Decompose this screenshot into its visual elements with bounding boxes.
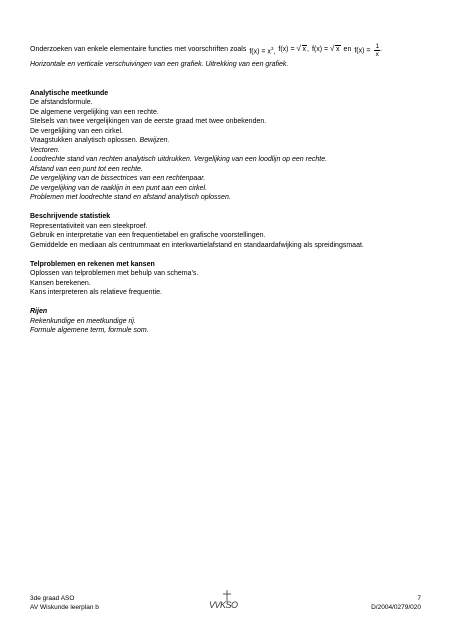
intro-formula-line — [30, 40, 425, 60]
sqrt-symbol-2: √ x — [330, 44, 340, 54]
list-item: Representativiteit van een steekproef. — [30, 222, 148, 230]
document-code: D/2004/0279/020 — [371, 604, 421, 611]
section-heading: Telproblemen en rekenen met kansen — [30, 260, 155, 268]
list-item: Loodrechte stand van rechten analytisch uitdrukken. Vergelijking van een loodlijn op een rechte. — [30, 156, 328, 163]
list-item: De vergelijking van de bissectrices van een rechtenpaar. — [30, 175, 206, 182]
footer-right — [371, 594, 421, 612]
shifts-line: Horizontale en verticale verschuivingen van een grafiek. Uitrekking van een grafiek. — [30, 61, 289, 68]
list-item: De algemene vergelijking van een rechte. — [30, 108, 159, 116]
formula-sqrt: f(x) = √ x, — [278, 44, 309, 54]
list-item: Formule algemene term, formule som. — [30, 327, 149, 334]
section-heading: Rijen — [30, 308, 48, 315]
footer-curriculum: AV Wiskunde leerplan b — [30, 604, 99, 611]
vvkso-logo — [207, 586, 247, 616]
page-content — [30, 40, 425, 336]
formula-abs: f(x) = √ x — [311, 44, 340, 54]
section-heading: Analytische meetkunde — [30, 89, 109, 97]
formula-end: . — [380, 46, 383, 54]
page-number: 7 — [417, 595, 421, 602]
list-item: De afstandsformule. — [30, 99, 93, 106]
footer-left — [30, 594, 99, 612]
formula-recip: f(x) = $\frac{1}{x}$ — [354, 42, 380, 58]
list-item: Gemiddelde en mediaan als centrummaat en interkwartielafstand en standaardafwijking als spreidingsmaat. — [30, 241, 364, 249]
sqrt-symbol: √ x — [296, 44, 306, 54]
footer-grade: 3de graad ASO — [30, 595, 75, 602]
section-heading: Beschrijvende statistiek — [30, 213, 111, 220]
list-item: Problemen met loodrechte stand en afstand analytisch oplossen. — [30, 194, 231, 201]
section-rijen — [30, 307, 425, 336]
formula-cubic: $f(x) = x^3$, — [249, 45, 276, 55]
list-item: Vectoren. — [30, 146, 60, 154]
list-item: Oplossen van telproblemen met behulp van schema’s. — [30, 270, 199, 277]
list-item: De vergelijking van de raaklijn in een punt aan een cirkel. — [30, 184, 208, 192]
list-item: Stelsels van twee vergelijkingen van de eerste graad met twee onbekenden. — [30, 118, 267, 125]
list-item: Vraagstukken analytisch oplossen. Bewijzen. — [30, 137, 170, 144]
fraction: $\frac{1}{x}$ — [375, 42, 380, 58]
list-item: Rekenkundige en meetkundige rij. — [30, 317, 136, 325]
section-analytische-meetkunde — [30, 89, 425, 203]
section-beschrijvende-statistiek — [30, 212, 425, 250]
conjunction: en — [343, 46, 352, 54]
svg-text:VVKSO: VVKSO — [209, 600, 238, 610]
intro-text: Onderzoeken van enkele elementaire functies met voorschriften zoals — [30, 46, 247, 54]
list-item: Kansen berekenen. — [30, 279, 91, 287]
list-item: Kans interpreteren als relatieve frequentie. — [30, 289, 162, 296]
list-item: Gebruik en interpretatie van een frequentietabel en grafische voorstellingen. — [30, 232, 266, 239]
list-item: Afstand van een punt tot een rechte. — [30, 165, 143, 173]
list-item: De vergelijking van een cirkel. — [30, 127, 123, 135]
section-telproblemen — [30, 260, 425, 298]
